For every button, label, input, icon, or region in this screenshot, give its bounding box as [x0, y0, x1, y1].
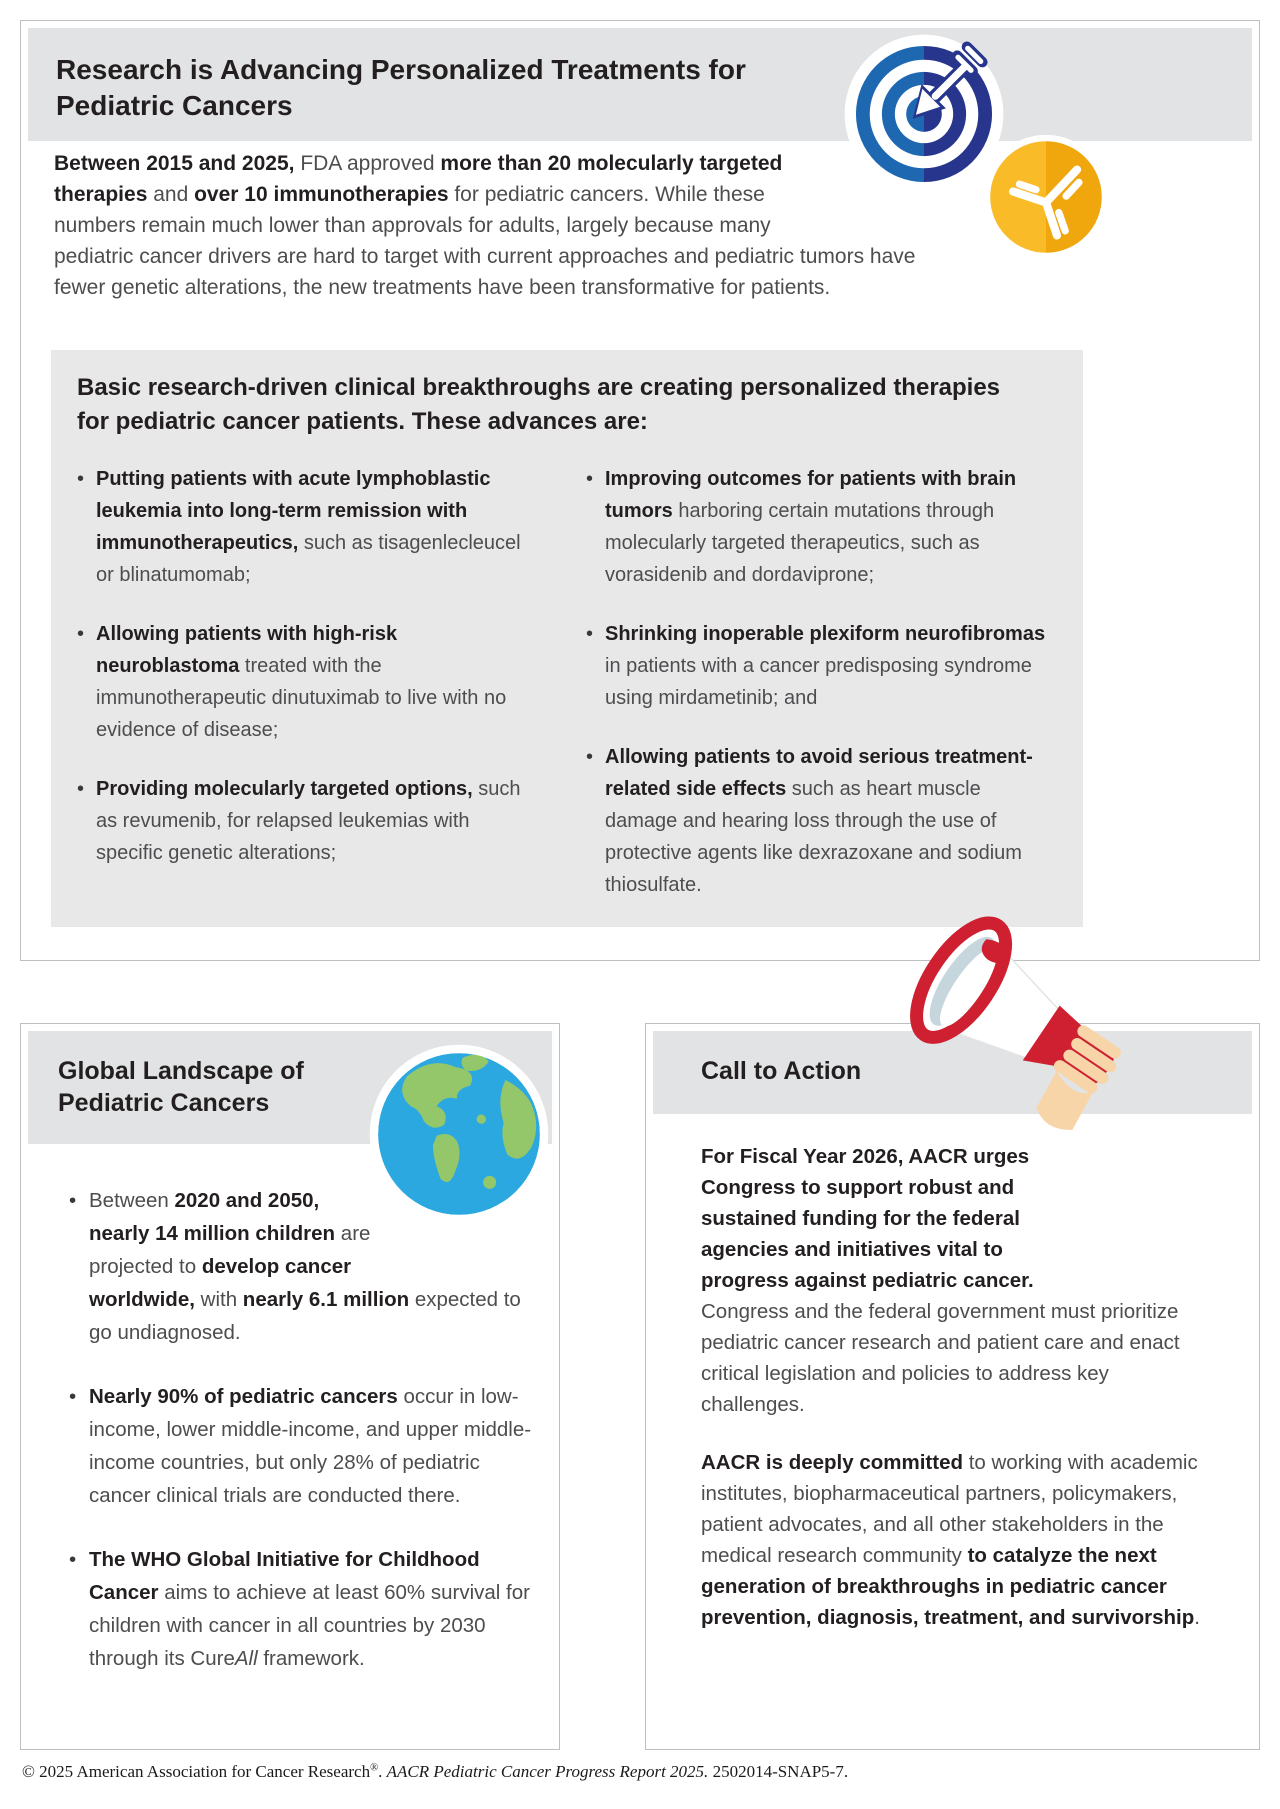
bullet-item: • Improving outcomes for patients with brain tumors harboring certain mutations through molecularly targeted therapeutics, such as vorasidenib and dordaviprone; — [586, 463, 1053, 591]
global-bullet-list — [69, 1184, 533, 1706]
bullet-item: • Providing molecularly targeted options, such as revumenib, for relapsed leukemias with specific genetic alterations; — [77, 773, 540, 869]
globe-icon — [366, 1041, 552, 1227]
breakthroughs-panel — [51, 350, 1083, 927]
cta-paragraphs — [701, 1141, 1215, 1660]
target-arrow-icon — [843, 33, 1005, 195]
bullet-item: • Nearly 90% of pediatric cancers occur in low-income, lower middle-income, and upper middle-income countries, but only 28% of pediatric cancer clinical trials are conducted there. — [69, 1380, 533, 1512]
footer-credit-line: © 2025 American Association for Cancer Research®. AACR Pediatric Cancer Progress Report 2025. 2502014-SNAP5-7. — [22, 1762, 849, 1781]
global-title: Global Landscape of Pediatric Cancers — [58, 1057, 304, 1117]
research-header-bar — [28, 28, 1252, 141]
intro-paragraph: Between 2015 and 2025, FDA approved more than 20 molecularly targeted therapies and over 10 immunotherapies for pediatric cancers. While these numbers remain much lower than approvals for adults, largely because many pediatric cancer drivers are hard to target with current approaches and pediatric tumors have fewer genetic alterations, the new treatments have been transformative for patients. — [54, 148, 938, 303]
bullet-item: • The WHO Global Initiative for Childhood Cancer aims to achieve at least 60% survival for children with cancer in all countries by 2030 through its CureAll framework. — [69, 1543, 533, 1675]
cta-paragraph-commitment: AACR is deeply committed to working with academic institutes, biopharmaceutical partners, policymakers, patient advocates, and all other stakeholders in the medical research community to catalyze the next generation of breakthroughs in pediatric cancer prevention, diagnosis, treatment, and survivorship. — [701, 1451, 1200, 1629]
megaphone-icon — [885, 872, 1130, 1172]
cta-paragraph-funding: For Fiscal Year 2026, AACR urges Congress to support robust and sustained funding for the federal agencies and initiatives vital to progress against pediatric cancer. Congress and the federal government must prioritize pediatric cancer research and patient care and enact critical legislation and policies to address key challenges. — [701, 1141, 1215, 1420]
page-title: Research is Advancing Personalized Treatments for Pediatric Cancers — [56, 54, 746, 121]
bullet-item: • Shrinking inoperable plexiform neurofibromas in patients with a cancer predisposing syndrome using mirdametinib; and — [586, 618, 1053, 714]
breakthroughs-heading: Basic research-driven clinical breakthroughs are creating personalized therapies for pediatric cancer patients. These advances are: — [77, 374, 1001, 435]
bullet-item: • Between 2020 and 2050, nearly 14 million children are projected to develop cancer worldwide, with nearly 6.1 million expected to go undiagnosed. — [69, 1184, 533, 1349]
bullet-column-right — [586, 463, 1053, 928]
bullet-item: • Putting patients with acute lymphoblastic leukemia into long-term remission with immunotherapeutics, such as tisagenlecleucel or blinatumomab; — [77, 463, 540, 591]
bullet-column-left — [77, 463, 540, 928]
antibody-icon — [982, 133, 1110, 261]
bullet-item: • Allowing patients to avoid serious treatment-related side effects such as heart muscle damage and hearing loss through the use of protective agents like dexrazoxane and sodium thiosulfate. — [586, 741, 1053, 901]
cta-title: Call to Action — [701, 1057, 862, 1085]
breakthroughs-columns — [77, 463, 1057, 928]
bullet-item: • Allowing patients with high-risk neuroblastoma treated with the immunotherapeutic dinutuximab to live with no evidence of disease; — [77, 618, 540, 746]
